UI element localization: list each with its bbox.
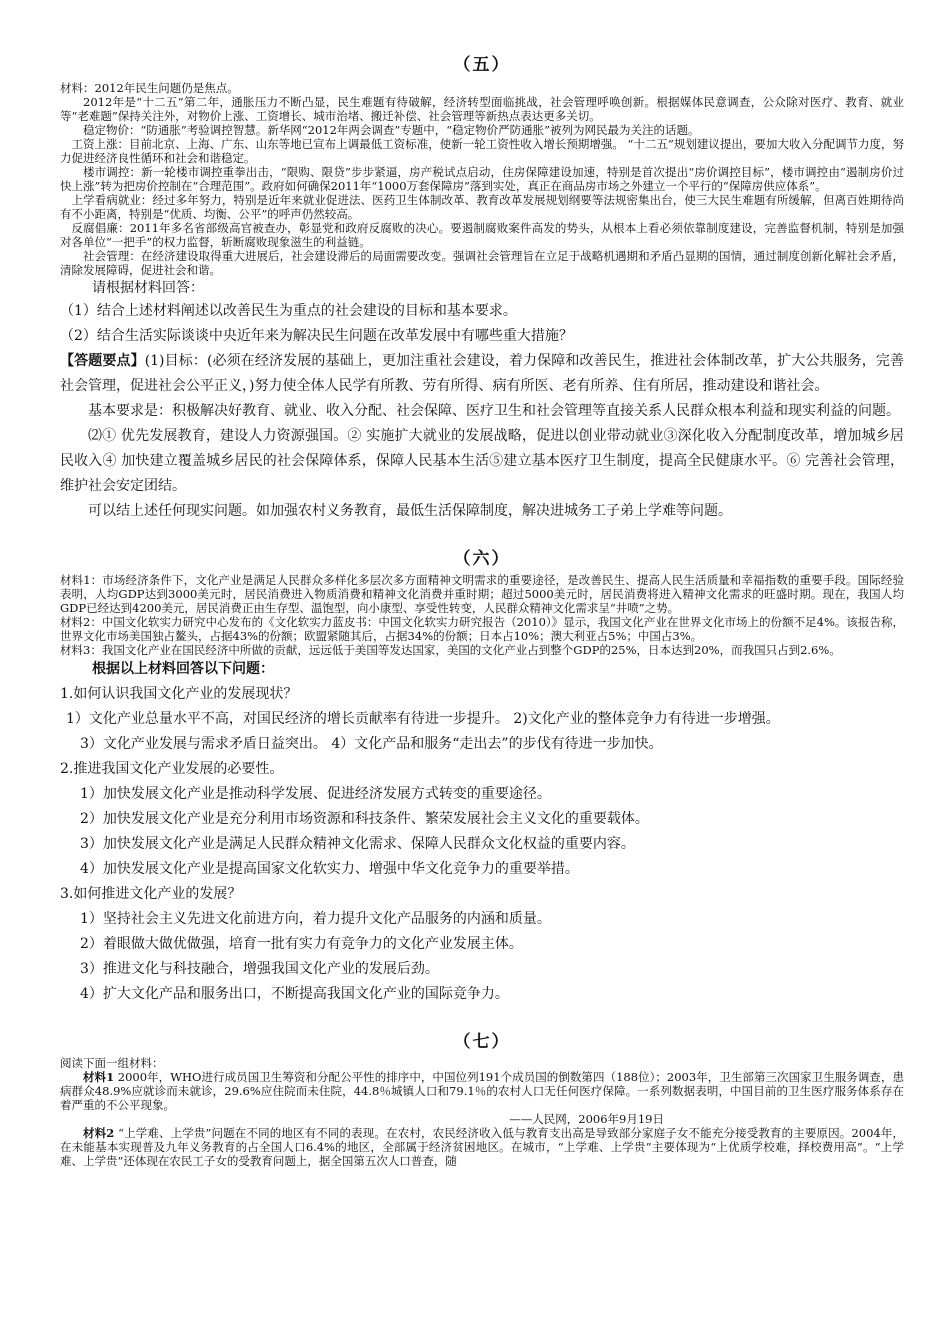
- section-6-list-item: 3）加快发展文化产业是满足人民群众精神文化需求、保障人民群众文化权益的重要内容。: [80, 836, 635, 852]
- section-6-material: 材料2：中国文化软实力研究中心发布的《文化软实力蓝皮书：中国文化软实力研究报告（2010）》显示，我国文化产业在世界文化市场上的份额不足4%。该报告称，世界文化市场美国独占鳌头，占据43%的份额；欧盟紧随其后，占据34%的份额；日本占10%；澳大利亚占5%；中国占3%。: [60, 615, 904, 643]
- section-5-para: 2012年是“十二五”第二年，通胀压力不断凸显，民生难题有待破解，经济转型面临挑战，社会管理呼唤创新。根据媒体民意调查，公众除对医疗、教育、就业等“老难题”保持关注外，对物价上涨、工资增长、城市治堵、搬迁补偿、社会管理等新热点表达更多关切。: [60, 95, 904, 123]
- section-6-list-item: 4）扩大文化产品和服务出口，不断提高我国文化产业的国际竞争力。: [80, 986, 509, 1002]
- material-text: 2000年，WHO进行成员国卫生筹资和分配公平性的排序中，中国位列191个成员国的倒数第四（188位）；2003年，卫生部第三次国家卫生服务调查，患病群众48.9%应就诊而未就诊，29.6%应住院而未住院，44.8％城镇人口和79.1％的农村人口无任何医疗保障。一系列数据表明，中国目前的卫生医疗服务体系存在着严重的不公平现象。: [60, 1070, 904, 1112]
- section-7-source: ——人民网，2006年9月19日: [509, 1112, 664, 1126]
- section-5-para: 楼市调控：新一轮楼市调控重拳出击，“限购、限贷”步步紧逼，房产税试点启动，住房保障建设加速，特别是首次提出“房价调控目标”，楼市调控由“遏制房价过快上涨”转为把房价控制在“合理范围”。政府如何确保2011年“1000万套保障房”落到实处，真正在商品房市场之外建立一个平行的“保障房供应体系”。: [60, 165, 904, 193]
- section-6-question: 3.如何推进文化产业的发展？: [60, 886, 242, 902]
- section-6-material: 材料1：市场经济条件下，文化产业是满足人民群众多样化多层次多方面精神文明需求的重要途径，是改善民生、提高人民生活质量和幸福指数的重要手段。国际经验表明，人均GDP达到3000美元时，居民消费进入物质消费和精神文化消费并重时期；超过5000美元时，居民消费将进入精神文化需求的旺盛时期。现在，我国人均GDP已经达到4200美元，居民消费正由生存型、温饱型，向小康型、享受性转变，人民群众精神文化需求呈“井喷”之势。: [60, 573, 904, 615]
- section-5-title: （五）: [453, 55, 511, 75]
- material-label: 材料2: [83, 1126, 115, 1140]
- section-6-list-item: 2）着眼做大做优做强，培育一批有实力有竞争力的文化产业发展主体。: [80, 936, 523, 952]
- section-5-question: （2）结合生活实际谈谈中央近年来为解决民生问题在改革发展中有哪些重大措施？: [60, 328, 573, 344]
- section-6-question: 2.推进我国文化产业发展的必要性。: [60, 761, 284, 777]
- document-page: [60, 0, 904, 1168]
- section-5-answer: 可以结上述任何现实问题。如加强农村义务教育，最低生活保障制度，解决进城务工子弟上学难等问题。: [88, 503, 732, 519]
- section-6-prompt: 根据以上材料回答以下问题：: [92, 661, 274, 677]
- section-6-list-item: 1）加快发展文化产业是推动科学发展、促进经济发展方式转变的重要途径。: [80, 786, 551, 802]
- section-7-title: （七）: [453, 1032, 511, 1052]
- section-5-para: 反腐倡廉：2011年多名省部级高官被查办，彰显党和政府反腐败的决心。要遏制腐败案件高发的势头，从根本上看必须依靠制度建设，完善监督机制，特别是加强对各单位“一把手”的权力监督，斩断腐败现象滋生的利益链。: [60, 221, 904, 249]
- answer-label: 【答题要点】: [60, 353, 145, 369]
- section-5-question: （1）结合上述材料阐述以改善民生为重点的社会建设的目标和基本要求。: [60, 303, 517, 319]
- section-5-para: 上学看病就业：经过多年努力，特别是近年来就业促进法、医药卫生体制改革、教育改革发展规划纲要等法规密集出台，使三大民生难题有所缓解，但离百姓期待尚有不小距离，特别是“优质、均衡、公平”的呼声仍然较高。: [60, 193, 904, 221]
- material-text: “上学难、上学贵”问题在不同的地区有不同的表现。在农村，农民经济收入低与教育支出高是导致部分家庭子女不能充分接受教育的主要原因。2004年，在未能基本实现普及九年义务教育的占全国人口6.4%的地区，全部属于经济贫困地区。在城市，“上学难、上学贵”主要体现为“上优质学校难，择校费用高”。“上学难、上学贵”还体现在农民工子女的受教育问题上，据全国第五次人口普查，随: [60, 1126, 904, 1168]
- answer-text: (1)目标：(必须在经济发展的基础上，更加注重社会建设，着力保障和改善民生，推进社会体制改革，扩大公共服务，完善社会管理，促进社会公平正义，)努力使全体人民学有所教、劳有所得、病有所医、老有所养、住有所居，推动建设和谐社会。: [60, 353, 904, 394]
- section-6-list-item: 2）加快发展文化产业是充分利用市场资源和科技条件、繁荣发展社会主义文化的重要载体。: [80, 811, 649, 827]
- section-6-list-item: 3）推进文化与科技融合，增强我国文化产业的发展后劲。: [80, 961, 439, 977]
- section-5-prompt: 请根据材料回答：: [92, 280, 204, 296]
- section-5-para: 稳定物价：“防通胀”考验调控智慧。新华网“2012年两会调查”专题中，“稳定物价严防通胀”被列为网民最为关注的话题。: [83, 123, 700, 137]
- section-7-material: [60, 1070, 904, 1112]
- section-5-answer: [60, 349, 904, 399]
- section-5-answer: ⑵① 优先发展教育，建设人力资源强国。② 实施扩大就业的发展战略，促进以创业带动就业③深化收入分配制度改革，增加城乡居民收入④ 加快建立覆盖城乡居民的社会保障体系，保障人民基本生活⑤建立基本医疗卫生制度，提高全民健康水平。⑥ 完善社会管理，维护社会安定团结。: [60, 428, 904, 494]
- section-5-intro: 材料：2012年民生问题仍是焦点。: [60, 81, 239, 95]
- section-7-material: [60, 1126, 904, 1168]
- section-6-answer: 1）文化产业总量水平不高，对国民经济的增长贡献率有待进一步提升。 2)文化产业的整体竞争力有待进一步增强。: [66, 711, 780, 727]
- section-6-material: 材料3：我国文化产业在国民经济中所做的贡献，远远低于美国等发达国家，美国的文化产业占到整个GDP的25%，日本达到20%，而我国只占到2.6%。: [60, 643, 841, 657]
- section-6-title: （六）: [453, 549, 511, 569]
- section-5-para: 社会管理：在经济建设取得重大进展后，社会建设滞后的局面需要改变。强调社会管理旨在立足于战略机遇期和矛盾凸显期的国情，通过制度创新化解社会矛盾，清除发展障碍，促进社会和谐。: [60, 249, 904, 277]
- section-5-para: 工资上涨：目前北京、上海、广东、山东等地已宣布上调最低工资标准，使新一轮工资性收入增长预期增强。 “十二五”规划建议提出，要加大收入分配调节力度，努力促进经济良性循环和社会和谐稳定。: [60, 137, 904, 165]
- section-7-intro: 阅读下面一组材料：: [60, 1056, 164, 1070]
- section-6-list-item: 4）加快发展文化产业是提高国家文化软实力、增强中华文化竞争力的重要举措。: [80, 861, 579, 877]
- material-label: 材料1: [83, 1070, 115, 1084]
- section-5-answer: 基本要求是：积极解决好教育、就业、收入分配、社会保障、医疗卫生和社会管理等直接关系人民群众根本利益和现实利益的问题。: [88, 403, 900, 419]
- section-6-question: 1.如何认识我国文化产业的发展现状？: [60, 686, 298, 702]
- section-6-list-item: 1）坚持社会主义先进文化前进方向，着力提升文化产品服务的内涵和质量。: [80, 911, 551, 927]
- section-6-answer: 3）文化产业发展与需求矛盾日益突出。 4）文化产品和服务“走出去”的步伐有待进一步加快。: [80, 736, 663, 752]
